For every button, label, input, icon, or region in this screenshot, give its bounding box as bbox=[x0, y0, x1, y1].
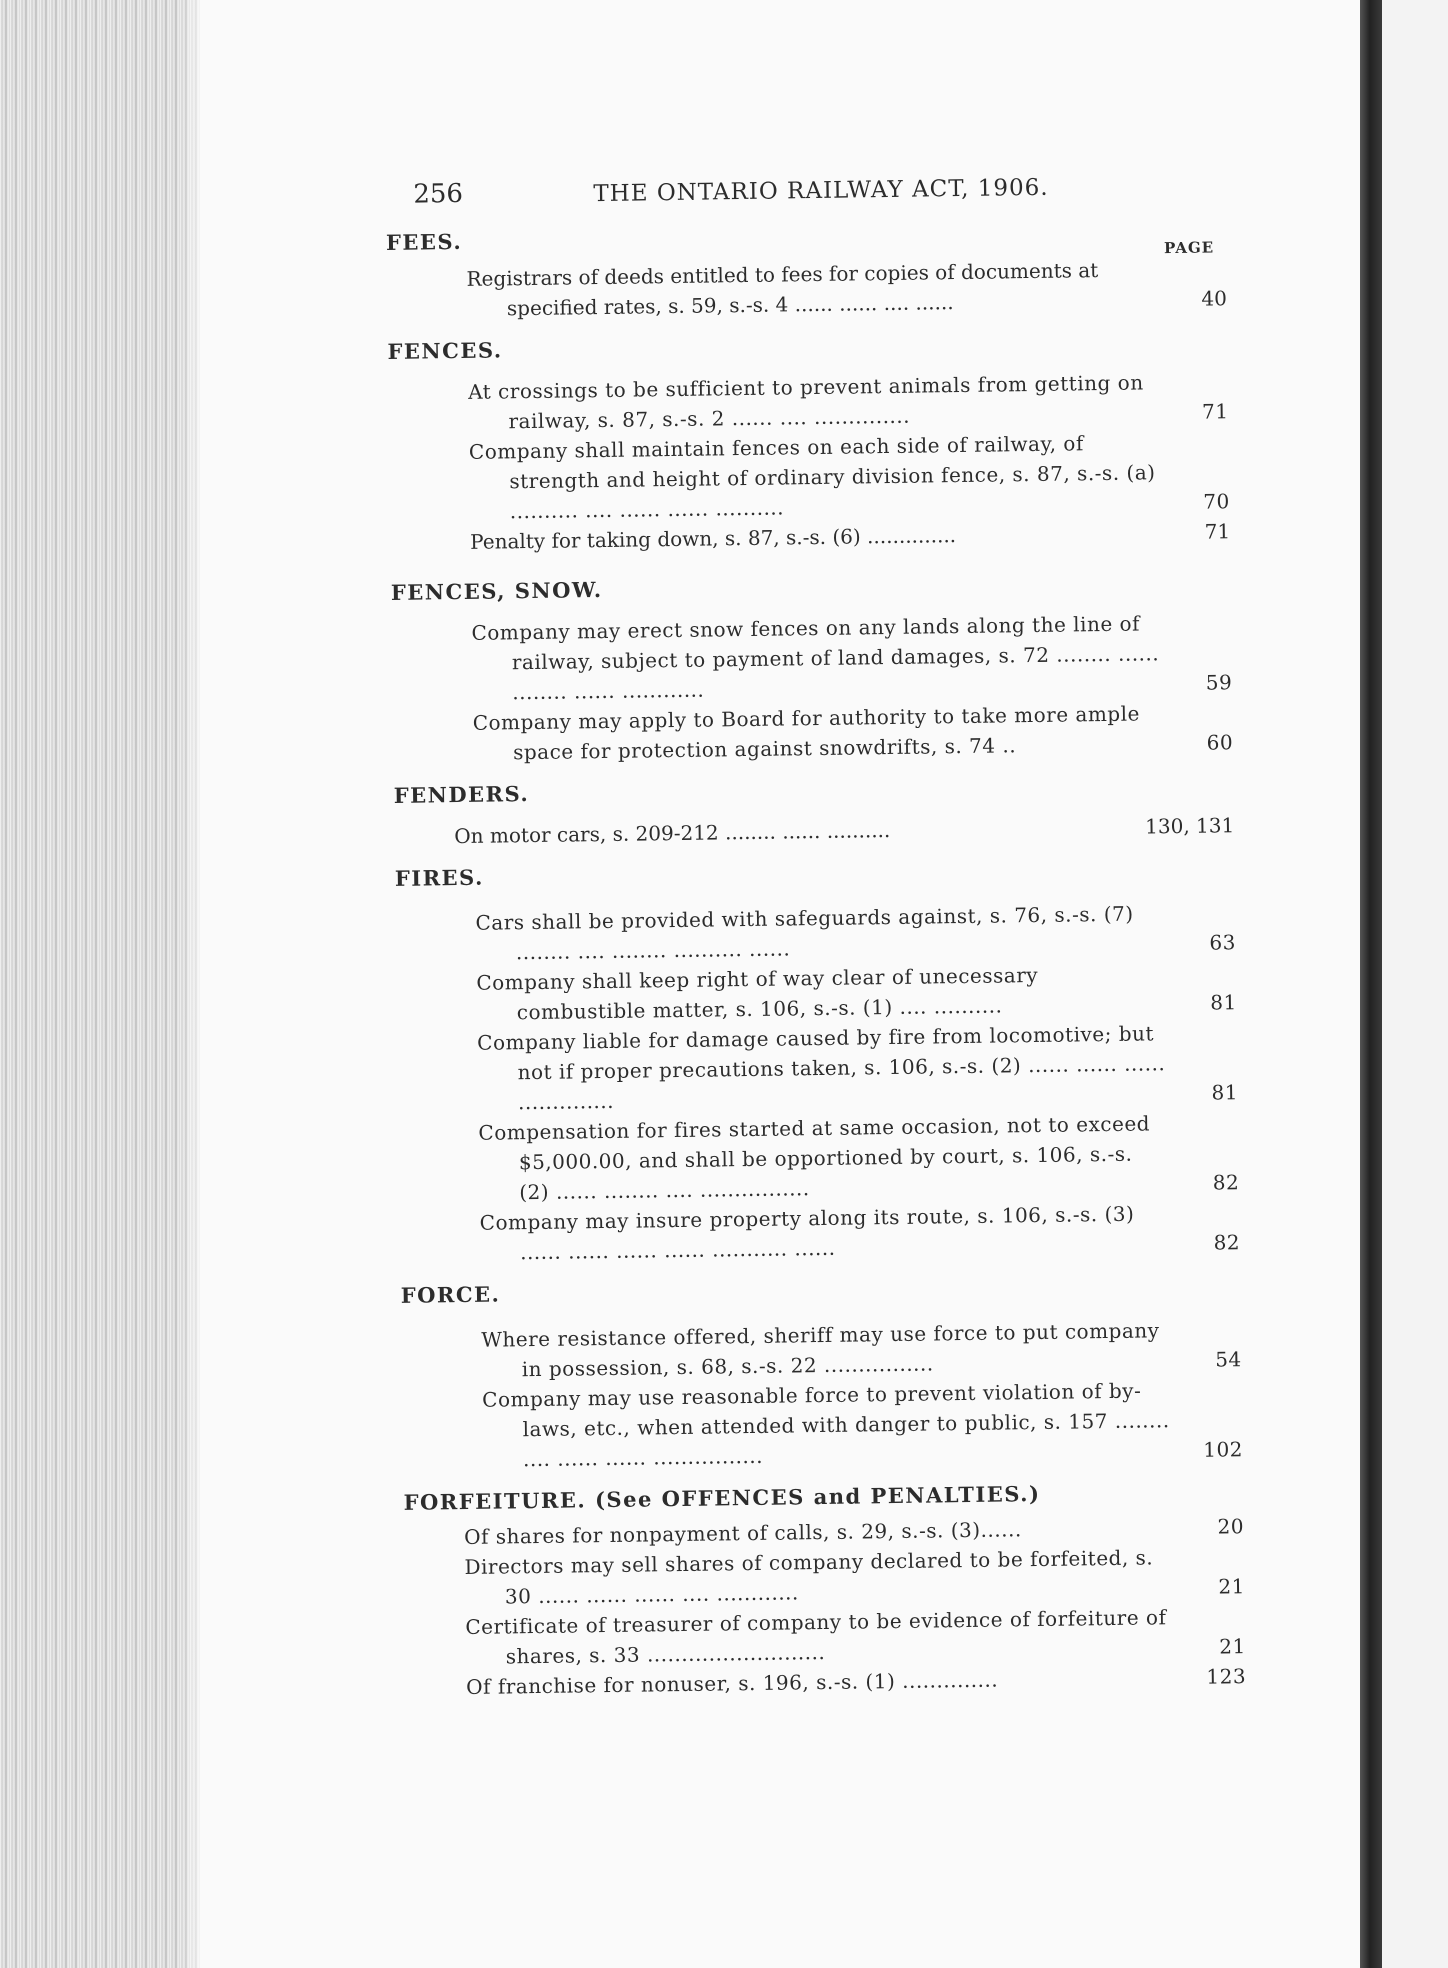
book-page-edges bbox=[0, 0, 210, 1968]
entry-text: Company may insure property along its route, s. 106, s.-s. (3) ...... ...... ...... ...... ........... ...... bbox=[479, 1201, 1135, 1265]
entry-page-ref: 21 bbox=[1218, 1574, 1246, 1599]
index-entry bbox=[465, 1601, 1246, 1672]
index-entry bbox=[475, 897, 1236, 968]
entry-page-ref: 82 bbox=[1213, 1230, 1241, 1255]
index-entry bbox=[469, 426, 1230, 527]
section-heading: FORFEITURE. (See OFFENCES and PENALTIES.) bbox=[403, 1480, 1041, 1515]
entry-page-ref: 82 bbox=[1212, 1170, 1240, 1195]
entry-text: Company may apply to Board for authority to take more ample space for protection against snowdrifts, s. 74 .. bbox=[472, 701, 1141, 765]
index-entry bbox=[479, 1197, 1240, 1268]
index-section-fences-snow bbox=[391, 568, 1234, 769]
entry-page-ref: 40 bbox=[1201, 286, 1228, 311]
entry-page-ref: 21 bbox=[1219, 1634, 1246, 1659]
index-entry bbox=[477, 1017, 1238, 1118]
page-column-label: PAGE bbox=[1163, 238, 1215, 258]
index-entry bbox=[466, 253, 1227, 324]
entry-page-ref: 59 bbox=[1205, 670, 1233, 695]
section-heading: FORCE. bbox=[400, 1281, 501, 1308]
entry-text: Company may use reasonable force to prevent violation of by-laws, etc., when attended with danger to public, s. 157 ........ .... ...... ...... ................ bbox=[482, 1378, 1170, 1472]
section-heading: FENCES. bbox=[387, 337, 503, 364]
entry-page-ref: 71 bbox=[1201, 399, 1229, 424]
index-entry bbox=[471, 607, 1232, 708]
entry-page-ref: 81 bbox=[1210, 990, 1237, 1015]
index-entry bbox=[464, 1541, 1245, 1612]
index-section-forfeiture bbox=[403, 1478, 1246, 1703]
facing-page bbox=[1382, 0, 1448, 1968]
running-title: THE ONTARIO RAILWAY ACT, 1906. bbox=[593, 174, 1049, 208]
index-entry bbox=[478, 1107, 1239, 1208]
section-heading: FENCES, SNOW. bbox=[390, 577, 603, 605]
entry-text: Of shares for nonpayment of calls, s. 29, s.-s. (3)...... bbox=[463, 1517, 1022, 1550]
index-section-fences bbox=[387, 327, 1230, 558]
entry-page-ref: 71 bbox=[1204, 519, 1231, 544]
index-entry bbox=[473, 697, 1234, 768]
index-page bbox=[385, 158, 1246, 1703]
section-heading: FENDERS. bbox=[393, 781, 530, 808]
index-section-fenders bbox=[394, 771, 1235, 852]
entry-text: Compensation for fires started at same occasion, not to exceed $5,000.00, and shall be opportioned by court, s. 106, s.-s. (2) ...... ........ .... ................ bbox=[478, 1111, 1151, 1205]
section-heading: FEES. bbox=[385, 228, 463, 255]
entry-page-ref: 63 bbox=[1209, 930, 1237, 955]
entry-text: Company may erect snow fences on any lands along the line of railway, subject to payment of land damages, s. 72 ........ ...... ........ ...... ............ bbox=[471, 611, 1160, 705]
entry-page-ref: 70 bbox=[1203, 489, 1230, 514]
entry-text: Certificate of treasurer of company to be evidence of forfeiture of shares, s. 33 .......................... bbox=[465, 1605, 1167, 1669]
entry-text: Company shall maintain fences on each side of railway, of strength and height of ordinary division fence, s. 87, s.-s. (a) .......... .... ...... ...... .......... bbox=[468, 431, 1156, 524]
index-entry bbox=[481, 1314, 1242, 1385]
entry-page-ref: 123 bbox=[1206, 1664, 1247, 1689]
binding-shadow bbox=[1360, 0, 1382, 1968]
page-number: 256 bbox=[413, 178, 464, 210]
entry-text: On motor cars, s. 209-212 ........ ...... .......... bbox=[454, 818, 891, 849]
entry-text: At crossings to be sufficient to prevent animals from getting on railway, s. 87, s.-s. 2 ...... .... .............. bbox=[467, 370, 1144, 434]
section-heading: FIRES. bbox=[394, 864, 484, 891]
index-entry bbox=[468, 366, 1229, 437]
entry-text: Penalty for taking down, s. 87, s.-s. (6) .............. bbox=[470, 523, 957, 554]
entry-page-ref: 102 bbox=[1203, 1437, 1244, 1462]
entry-page-ref: 81 bbox=[1211, 1080, 1239, 1105]
entry-page-ref: 60 bbox=[1206, 730, 1234, 755]
entry-text: Where resistance offered, sheriff may use force to put company in possession, s. 68, s.-s. 22 ................ bbox=[481, 1318, 1160, 1382]
entry-page-ref: 130, 131 bbox=[1145, 813, 1235, 839]
index-entry bbox=[476, 957, 1237, 1028]
index-section-fires bbox=[395, 854, 1241, 1269]
entry-page-ref: 54 bbox=[1215, 1347, 1242, 1372]
entry-page-ref: 20 bbox=[1217, 1514, 1245, 1539]
entry-text: Of franchise for nonuser, s. 196, s.-s. (1) .............. bbox=[466, 1667, 999, 1700]
index-section-fees bbox=[386, 218, 1227, 325]
index-entry bbox=[482, 1374, 1243, 1475]
entry-text: Cars shall be provided with safeguards against, s. 76, s.-s. (7) ........ .... ........ .......... ...... bbox=[475, 901, 1134, 965]
entry-text: Company shall keep right of way clear of unecessary combustible matter, s. 106, s.-s. (1) .... .......... bbox=[476, 962, 1039, 1025]
entry-text: Directors may sell shares of company declared to be forfeited, s. 30 ...... ...... ...... .... ............ bbox=[464, 1545, 1154, 1609]
entry-text: Registrars of deeds entitled to fees for copies of documents at specified rates, s. 59, s.-s. 4 ...... ...... .... ...... bbox=[466, 258, 1099, 321]
entry-text: Company liable for damage caused by fire from locomotive; but not if proper precautions taken, s. 106, s.-s. (2) ...... ...... ...... .............. bbox=[477, 1021, 1166, 1115]
index-section-force bbox=[401, 1271, 1244, 1476]
